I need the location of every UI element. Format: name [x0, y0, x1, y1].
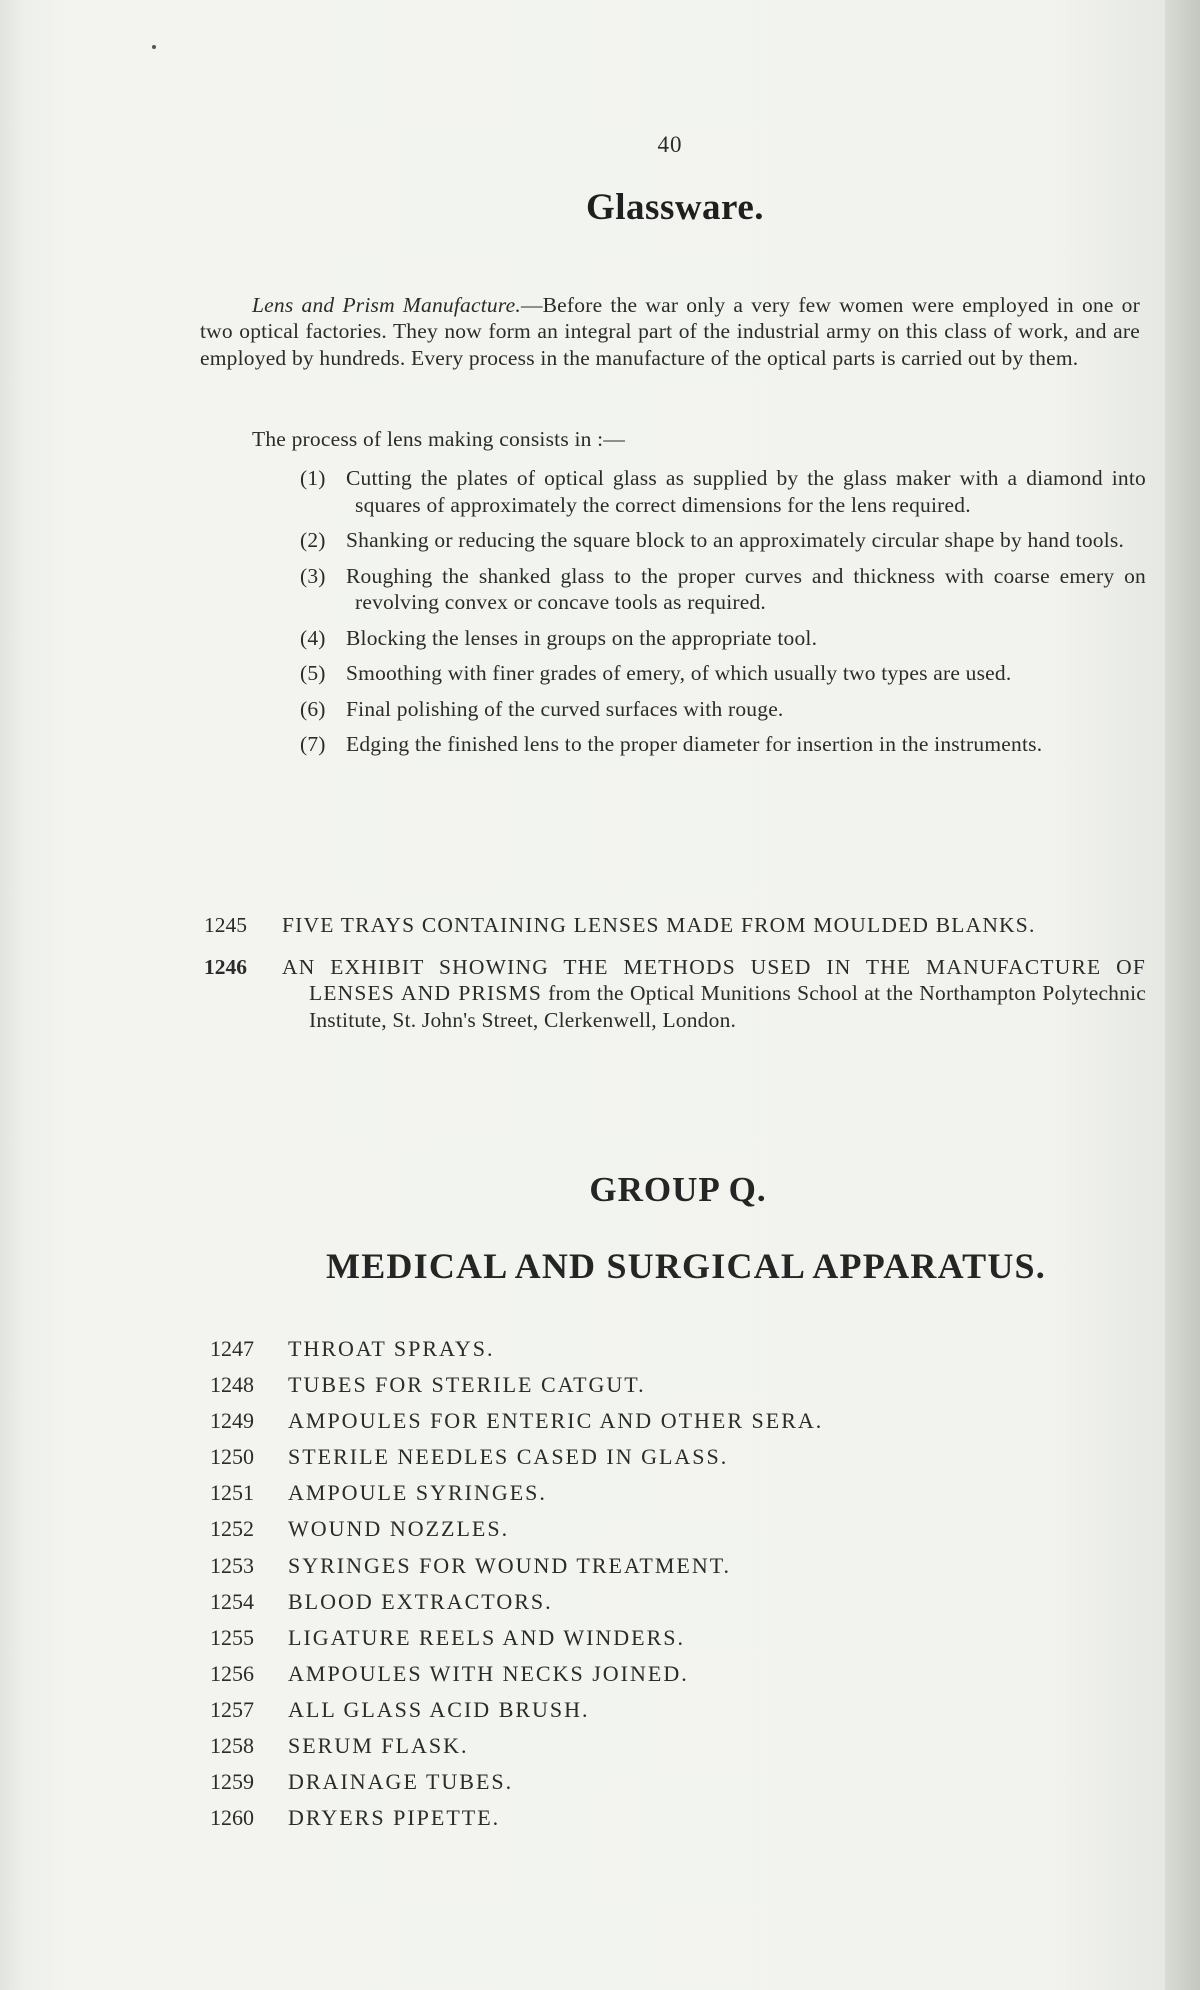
- item-name: DRYERS PIPETTE.: [288, 1805, 501, 1831]
- exhibit-title: FIVE TRAYS CONTAINING LENSES MADE FROM MOULDED BLANKS.: [282, 913, 1036, 937]
- process-step: [300, 731, 1146, 758]
- page-gutter-shadow: [0, 0, 24, 1990]
- exhibit-title: AN EXHIBIT SHOWING THE METHODS USED IN THE MANUFACTURE OF LENSES AND PRISMS: [282, 954, 1146, 1005]
- list-item: [210, 1692, 1110, 1728]
- step-number: (5): [300, 661, 326, 685]
- item-name: THROAT SPRAYS.: [288, 1336, 495, 1361]
- item-name: BLOOD EXTRACTORS.: [288, 1588, 553, 1614]
- item-number: 1247: [210, 1336, 254, 1361]
- list-item: [210, 1728, 1110, 1764]
- step-text: Edging the finished lens to the proper diameter for insertion in the instruments.: [346, 732, 1043, 756]
- item-name: SERUM FLASK.: [288, 1733, 469, 1759]
- step-number: (4): [300, 625, 326, 650]
- intro-lead: Lens and Prism Manufacture.: [252, 292, 521, 317]
- item-name: DRAINAGE TUBES.: [288, 1769, 514, 1795]
- exhibit-number: 1246: [204, 954, 247, 979]
- group-subtitle: MEDICAL AND SURGICAL APPARATUS.: [326, 1246, 1046, 1286]
- item-name: AMPOULE SYRINGES.: [288, 1480, 547, 1506]
- process-steps-list: [300, 465, 1146, 767]
- item-name: LIGATURE REELS AND WINDERS.: [288, 1624, 686, 1650]
- list-item: [210, 1331, 1110, 1367]
- list-item: [210, 1656, 1110, 1692]
- print-speck: [152, 45, 156, 49]
- process-step: [300, 625, 1146, 652]
- exhibits-list: [204, 912, 1146, 1048]
- process-step: [300, 527, 1146, 554]
- item-name: WOUND NOZZLES.: [288, 1516, 510, 1542]
- item-number: 1254: [210, 1588, 254, 1614]
- item-name: STERILE NEEDLES CASED IN GLASS.: [288, 1444, 729, 1470]
- process-step: [300, 563, 1146, 616]
- step-text: Smoothing with finer grades of emery, of which usually two types are used.: [346, 661, 1012, 685]
- step-text: Blocking the lenses in groups on the appropriate tool.: [346, 625, 818, 650]
- step-text: Roughing the shanked glass to the proper curves and thickness with coarse emery on revolving convex or concave tools as required.: [346, 563, 1146, 614]
- item-number: 1257: [210, 1696, 254, 1722]
- section-title: Glassware.: [585, 187, 764, 228]
- item-name: AMPOULES FOR ENTERIC AND OTHER SERA.: [288, 1408, 824, 1434]
- list-item: [210, 1439, 1110, 1475]
- step-number: (6): [300, 696, 326, 721]
- list-item: [210, 1548, 1110, 1584]
- item-number: 1255: [210, 1624, 254, 1650]
- list-item: [210, 1475, 1110, 1511]
- item-number: 1248: [210, 1372, 254, 1398]
- list-item: [210, 1367, 1110, 1403]
- item-name: SYRINGES FOR WOUND TREATMENT.: [288, 1552, 732, 1578]
- list-item: [210, 1511, 1110, 1547]
- process-step: [300, 696, 1146, 723]
- item-number: 1256: [210, 1660, 254, 1686]
- exhibit-entry: [204, 912, 1146, 939]
- step-text: Cutting the plates of optical glass as supplied by the glass maker with a diamond into squares of approximately the correct dimensions for the lens required.: [346, 466, 1146, 517]
- page-number: 40: [657, 132, 683, 157]
- list-item: [210, 1764, 1110, 1800]
- step-text: Final polishing of the curved surfaces with rouge.: [346, 696, 784, 721]
- item-number: 1258: [210, 1733, 254, 1759]
- step-number: (7): [300, 732, 326, 756]
- exhibit-entry: [204, 954, 1146, 1034]
- exhibit-number: 1245: [204, 913, 247, 937]
- process-step: [300, 660, 1146, 687]
- item-number: 1251: [210, 1480, 254, 1506]
- step-number: (2): [300, 528, 326, 552]
- list-item: [210, 1584, 1110, 1620]
- exhibit-detail: from the Optical Munitions School at the Northampton Polytechnic Institute, St. John's Street, Clerkenwell, London.: [309, 981, 1147, 1032]
- group-title: GROUP Q.: [589, 1170, 767, 1209]
- intro-paragraph: [200, 292, 1140, 372]
- item-number: 1249: [210, 1408, 254, 1434]
- step-text: Shanking or reducing the square block to an approximately circular shape by hand tools.: [346, 528, 1125, 552]
- item-number: 1259: [210, 1769, 254, 1795]
- apparatus-list: [210, 1331, 1110, 1836]
- item-number: 1252: [210, 1516, 254, 1542]
- item-name: TUBES FOR STERILE CATGUT.: [288, 1372, 646, 1398]
- step-number: (3): [300, 563, 326, 588]
- item-name: ALL GLASS ACID BRUSH.: [288, 1696, 590, 1722]
- process-step: [300, 465, 1146, 518]
- list-item: [210, 1800, 1110, 1836]
- step-number: (1): [300, 466, 326, 490]
- list-item: [210, 1403, 1110, 1439]
- item-number: 1250: [210, 1444, 254, 1470]
- item-number: 1260: [210, 1805, 254, 1831]
- item-number: 1253: [210, 1552, 254, 1578]
- intro-text: —Before the war only a very few women were employed in one or two optical factories. They now form an integral part of the industrial army on this class of work, and are employed by hundreds. Every process in the manufacture of the optical parts is carried out by them.: [200, 292, 1140, 370]
- page-edge-shadow: [1165, 0, 1200, 1990]
- item-name: AMPOULES WITH NECKS JOINED.: [288, 1660, 689, 1686]
- list-item: [210, 1620, 1110, 1656]
- process-lead: The process of lens making consists in :—: [252, 427, 626, 451]
